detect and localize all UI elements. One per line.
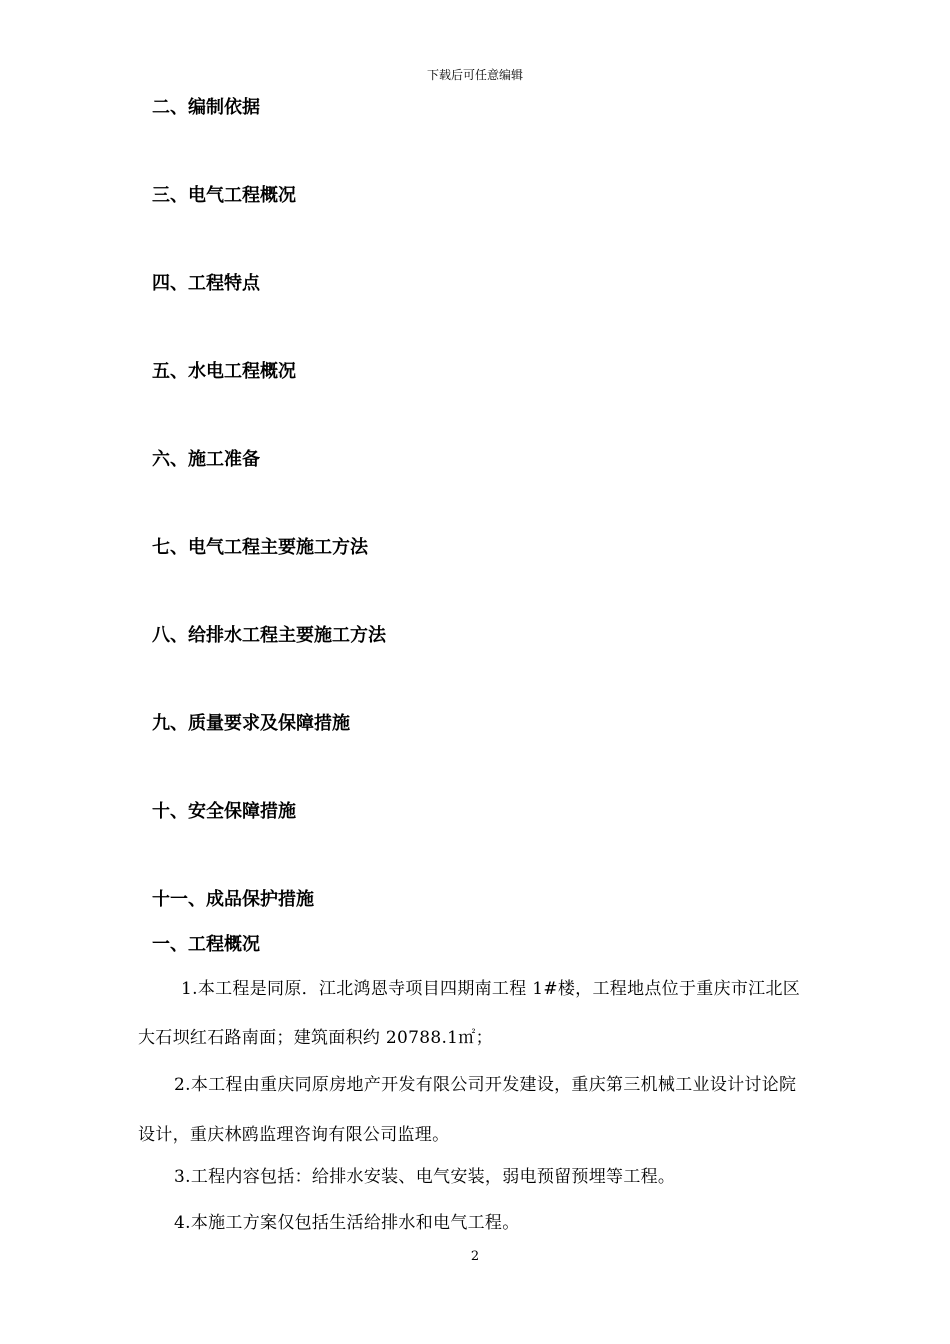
section-title: 一、工程概况 bbox=[152, 934, 260, 955]
page-header-note: 下载后可任意编辑 bbox=[426, 68, 523, 82]
paragraph-1-line-1: 1.本工程是同原．江北鸿恩寺项目四期南工程 1#楼，工程地点位于重庆市江北区 bbox=[181, 979, 801, 999]
toc-heading-6: 六、施工准备 bbox=[152, 449, 260, 470]
toc-heading-7: 七、电气工程主要施工方法 bbox=[152, 537, 368, 558]
paragraph-2-line-2: 设计，重庆林鸥监理咨询有限公司监理。 bbox=[138, 1125, 450, 1145]
toc-heading-8: 八、给排水工程主要施工方法 bbox=[152, 625, 386, 646]
toc-heading-11: 十一、成品保护措施 bbox=[152, 889, 314, 910]
toc-heading-5: 五、水电工程概况 bbox=[152, 361, 296, 382]
toc-heading-3: 三、电气工程概况 bbox=[152, 185, 296, 206]
toc-heading-10: 十、安全保障措施 bbox=[152, 801, 296, 822]
paragraph-1-line-2: 大石坝红石路南面；建筑面积约 20788.1㎡； bbox=[138, 1028, 493, 1048]
paragraph-2-line-1: 2.本工程由重庆同原房地产开发有限公司开发建设，重庆第三机械工业设计讨论院 bbox=[174, 1075, 797, 1095]
paragraph-3: 3.工程内容包括：给排水安装、电气安装，弱电预留预埋等工程。 bbox=[174, 1167, 676, 1187]
page-number: 2 bbox=[470, 1249, 480, 1264]
toc-heading-4: 四、工程特点 bbox=[152, 273, 260, 294]
toc-heading-9: 九、质量要求及保障措施 bbox=[152, 713, 350, 734]
toc-heading-2: 二、编制依据 bbox=[152, 97, 260, 118]
paragraph-4: 4.本施工方案仅包括生活给排水和电气工程。 bbox=[174, 1213, 520, 1233]
